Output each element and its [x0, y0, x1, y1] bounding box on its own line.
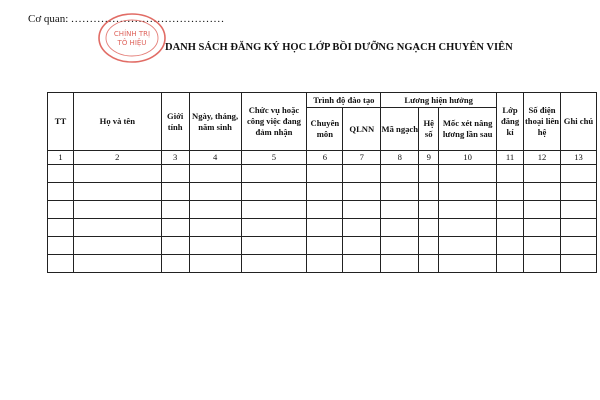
col-group-salary: Lương hiện hưởng — [381, 93, 497, 108]
table-cell — [419, 183, 439, 201]
table-row — [48, 201, 597, 219]
table-cell — [381, 201, 419, 219]
table-cell — [307, 219, 343, 237]
table-cell — [48, 255, 74, 273]
col-header-note: Ghi chú — [560, 93, 596, 151]
table-cell — [241, 219, 307, 237]
table-cell — [419, 165, 439, 183]
col-header-rank-code: Mã ngạch — [381, 108, 419, 151]
table-cell — [307, 183, 343, 201]
table-cell — [524, 237, 561, 255]
column-number: 4 — [189, 151, 241, 165]
col-header-gender: Giới tính — [161, 93, 189, 151]
table-cell — [73, 165, 161, 183]
table-cell — [560, 165, 596, 183]
table-cell — [241, 201, 307, 219]
column-number: 10 — [439, 151, 497, 165]
table-cell — [560, 183, 596, 201]
column-number: 13 — [560, 151, 596, 165]
svg-text:TÔ HIỆU: TÔ HIỆU — [117, 39, 147, 47]
col-header-coefficient: Hệ số — [419, 108, 439, 151]
table-cell — [419, 219, 439, 237]
col-header-specialty: Chuyên môn — [307, 108, 343, 151]
table-row — [48, 255, 597, 273]
col-header-class: Lớp đăng kí — [497, 93, 524, 151]
table-cell — [189, 255, 241, 273]
column-number: 12 — [524, 151, 561, 165]
table-cell — [189, 183, 241, 201]
table-cell — [524, 201, 561, 219]
table-cell — [189, 201, 241, 219]
table-cell — [343, 219, 381, 237]
table-cell — [439, 201, 497, 219]
table-cell — [343, 201, 381, 219]
table-cell — [524, 255, 561, 273]
agency-dots: ......................................... — [71, 13, 225, 25]
table-cell — [497, 219, 524, 237]
agency-label: Cơ quan: — [28, 13, 69, 25]
table-cell — [439, 165, 497, 183]
table-cell — [161, 255, 189, 273]
col-header-dob: Ngày, tháng, năm sinh — [189, 93, 241, 151]
col-header-qlnn: QLNN — [343, 108, 381, 151]
table-cell — [439, 183, 497, 201]
table-cell — [343, 255, 381, 273]
document-title: DANH SÁCH ĐĂNG KÝ HỌC LỚP BỒI DƯỠNG NGẠCH CHUYÊN VIÊN — [165, 42, 513, 53]
table-cell — [48, 237, 74, 255]
table-cell — [560, 201, 596, 219]
table-body — [48, 165, 597, 273]
table-cell — [241, 237, 307, 255]
table-row — [48, 183, 597, 201]
table-cell — [48, 219, 74, 237]
table-row — [48, 237, 597, 255]
table-cell — [241, 183, 307, 201]
table-cell — [161, 183, 189, 201]
table-cell — [73, 201, 161, 219]
table-cell — [161, 201, 189, 219]
column-number: 2 — [73, 151, 161, 165]
table-cell — [419, 201, 439, 219]
table-cell — [73, 219, 161, 237]
col-header-position: Chức vụ hoặc công việc đang đảm nhận — [241, 93, 307, 151]
table-cell — [241, 165, 307, 183]
col-header-tt: TT — [48, 93, 74, 151]
table-cell — [497, 165, 524, 183]
table-cell — [307, 255, 343, 273]
table-cell — [439, 219, 497, 237]
table-cell — [560, 219, 596, 237]
table-cell — [381, 183, 419, 201]
column-number: 11 — [497, 151, 524, 165]
table-cell — [497, 201, 524, 219]
table-cell — [343, 237, 381, 255]
column-number: 6 — [307, 151, 343, 165]
table-cell — [48, 183, 74, 201]
column-number: 5 — [241, 151, 307, 165]
table-cell — [307, 201, 343, 219]
table-cell — [73, 237, 161, 255]
table-cell — [381, 237, 419, 255]
table-cell — [381, 165, 419, 183]
table-cell — [419, 237, 439, 255]
table-cell — [189, 219, 241, 237]
table-row — [48, 219, 597, 237]
table-cell — [48, 165, 74, 183]
table-cell — [524, 219, 561, 237]
table-cell — [241, 255, 307, 273]
column-number-row — [48, 151, 597, 165]
column-number: 9 — [419, 151, 439, 165]
table-cell — [497, 255, 524, 273]
table-cell — [560, 255, 596, 273]
table-cell — [307, 237, 343, 255]
table-cell — [497, 237, 524, 255]
table-cell — [524, 183, 561, 201]
red-seal-stamp — [96, 12, 168, 64]
table-cell — [381, 255, 419, 273]
table-cell — [560, 237, 596, 255]
col-group-education: Trình độ đào tạo — [307, 93, 381, 108]
table-cell — [439, 237, 497, 255]
table-cell — [161, 165, 189, 183]
table-cell — [161, 219, 189, 237]
col-header-phone: Số điện thoại liên hệ — [524, 93, 561, 151]
table-cell — [381, 219, 419, 237]
table-cell — [439, 255, 497, 273]
table-cell — [73, 183, 161, 201]
col-header-name: Họ và tên — [73, 93, 161, 151]
column-number: 1 — [48, 151, 74, 165]
table-cell — [161, 237, 189, 255]
table-cell — [524, 165, 561, 183]
table-cell — [343, 165, 381, 183]
column-number: 7 — [343, 151, 381, 165]
col-header-next-raise: Mốc xét nâng lương lần sau — [439, 108, 497, 151]
table-cell — [73, 255, 161, 273]
table-cell — [189, 237, 241, 255]
registration-table — [47, 92, 597, 273]
table-cell — [189, 165, 241, 183]
table-cell — [307, 165, 343, 183]
column-number: 3 — [161, 151, 189, 165]
header-row-1 — [48, 93, 597, 108]
table-row — [48, 165, 597, 183]
table-cell — [48, 201, 74, 219]
column-number: 8 — [381, 151, 419, 165]
svg-text:CHÍNH TRỊ: CHÍNH TRỊ — [113, 30, 151, 38]
table-cell — [497, 183, 524, 201]
table-cell — [343, 183, 381, 201]
table-cell — [419, 255, 439, 273]
